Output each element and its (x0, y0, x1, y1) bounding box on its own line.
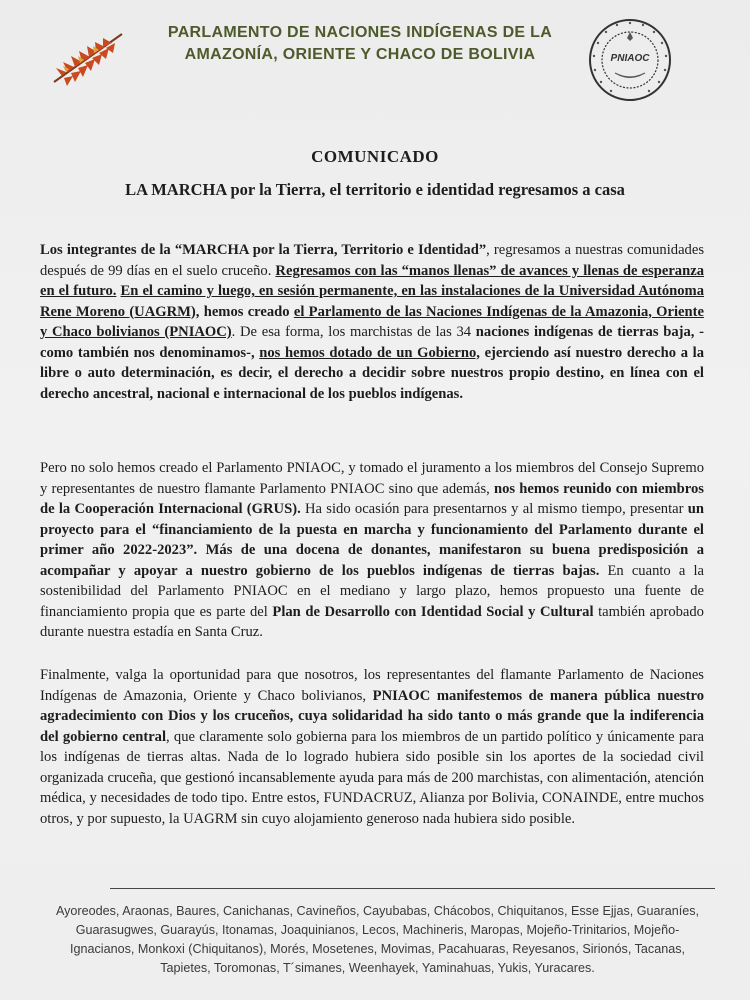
organization-name (150, 22, 570, 66)
p1-s10: nos hemos dotado de un Gobierno, (259, 344, 480, 361)
p2-s1: Pero no solo hemos creado el Parlamento PNIAOC, y tomado el juramento a los miembros del Consejo Supremo y representantes de nuestro flamante Parlamento PNIAOC sino que además, (40, 460, 704, 497)
p1-s9: naciones indígenas de tierras baja, -como también nos denominamos-, (40, 324, 704, 361)
p1-s7: el Parlamento de las Naciones Indígenas de la Amazonia, Oriente y Chaco bolivianos (PNIAOC) (40, 303, 704, 340)
p1-s5: En el camino y luego, en sesión permanente, en las instalaciones de la Universidad Autónoma Rene Moreno (UAGRM), (40, 283, 704, 320)
p3-s3: , que claramente solo gobierna para los miembros de un partido político y únicamente para los indígenas de tierras altas. Nada de lo logrado hubiera sido posible sin los aportes de la sociedad civil organizada cruceña, que gestionó incansablemente ayuda para más de 200 marchistas, con alimentación, atención médica, y necesidades de todo tipo. Entre estos, FUNDACRUZ, Alianza por Bolivia, CONAINDE, entre muchos otros, y por supuesto, la UAGRM sin cuyo alojamiento generoso nada hubiera sido posible. (40, 728, 704, 827)
p2-s6: Plan de Desarrollo con Identidad Social y Cultural (272, 603, 594, 620)
p1-s6: hemos creado (199, 303, 294, 320)
p2-s5: En cuanto a la sostenibilidad del Parlamento PNIAOC en el mediano y largo plazo, hemos propuesto una fuente de financiamiento propia que es parte del (40, 562, 705, 620)
paragraph-3 (40, 665, 704, 829)
letterhead (0, 0, 750, 110)
p1-s2: , regresamos a nuestras comunidades después de 99 días en el suelo cruceño. (40, 242, 705, 279)
feather-icon (48, 28, 128, 88)
p2-s2: nos hemos reunido con miembros de la Cooperación Internacional (GRUS). (40, 480, 704, 517)
organization-name-line1: PARLAMENTO DE NACIONES INDÍGENAS DE LA (167, 24, 553, 41)
p1-s8: . De esa forma, los marchistas de las 34 (231, 324, 476, 340)
paragraph-1 (40, 240, 704, 404)
footer-divider (110, 888, 715, 889)
document-subtitle: LA MARCHA por la Tierra, el territorio e identidad regresamos a casa (125, 180, 625, 199)
p3-s2: PNIAOC manifestemos de manera pública nuestro agradecimiento con Dios y los cruceños, cuya solidaridad ha sido tanto o más grande que la indiferencia del gobierno central (40, 687, 705, 745)
p1-s1: Los integrantes de la “MARCHA por la Tierra, Territorio e Identidad” (40, 242, 487, 258)
p2-s4: un proyecto para el “financiamiento de la puesta en marcha y funcionamiento del Parlamento durante el primer año 2022-2023”. Más de una docena de donantes, manifestaron su buena predisposición a acompañar y apoyar a nuestro gobierno de los pueblos indígenas de tierras bajas. (40, 501, 704, 579)
organization-name-line2: AMAZONÍA, ORIENTE Y CHACO DE BOLIVIA (184, 46, 536, 63)
footer-nations-list: Ayoreodes, Araonas, Baures, Canichanas, Cavineños, Cayubabas, Chácobos, Chiquitanos, Esse Ejjas, Guaraníes, Guarasugwes, Guarayús, Itonamas, Joaquinianos, Lecos, Machineris, Maropas, Mojeño-Trinitarios, Mojeño-Ignacianos, Monkoxi (Chiquitanos), Morés, Mosetenes, Movimas, Pacahuaras, Reyesanos, Sirionós, Tacanas, Tapietes, Toromonas, T´simanes, Weenhayek, Yaminahuas, Yukis, Yuracares. (55, 904, 700, 975)
document-title: COMUNICADO (311, 147, 439, 166)
paragraph-2 (40, 458, 704, 643)
p2-s7: también aprobado durante nuestra estadía en Santa Cruz. (40, 603, 704, 640)
p1-s11: ejerciendo así nuestro derecho a la libre o auto determinación, es decir, el derecho a decidir sobre nuestros propio destino, en línea con el derecho ancestral, nacional e internacional de los pueblos indígenas. (40, 344, 704, 402)
p3-s1: Finalmente, valga la oportunidad para que nosotros, los representantes del flamante Parlamento de Naciones Indígenas de Amazonia, Oriente y Chaco bolivianos, (40, 667, 704, 704)
seal-label: PNIAOC (610, 53, 650, 64)
p1-s3: Regresamos con las “manos llenas” de avances y llenas de esperanza en el futuro. (40, 262, 704, 299)
p2-s3: Ha sido ocasión para presentarnos y al mismo tiempo, presentar (300, 501, 688, 517)
